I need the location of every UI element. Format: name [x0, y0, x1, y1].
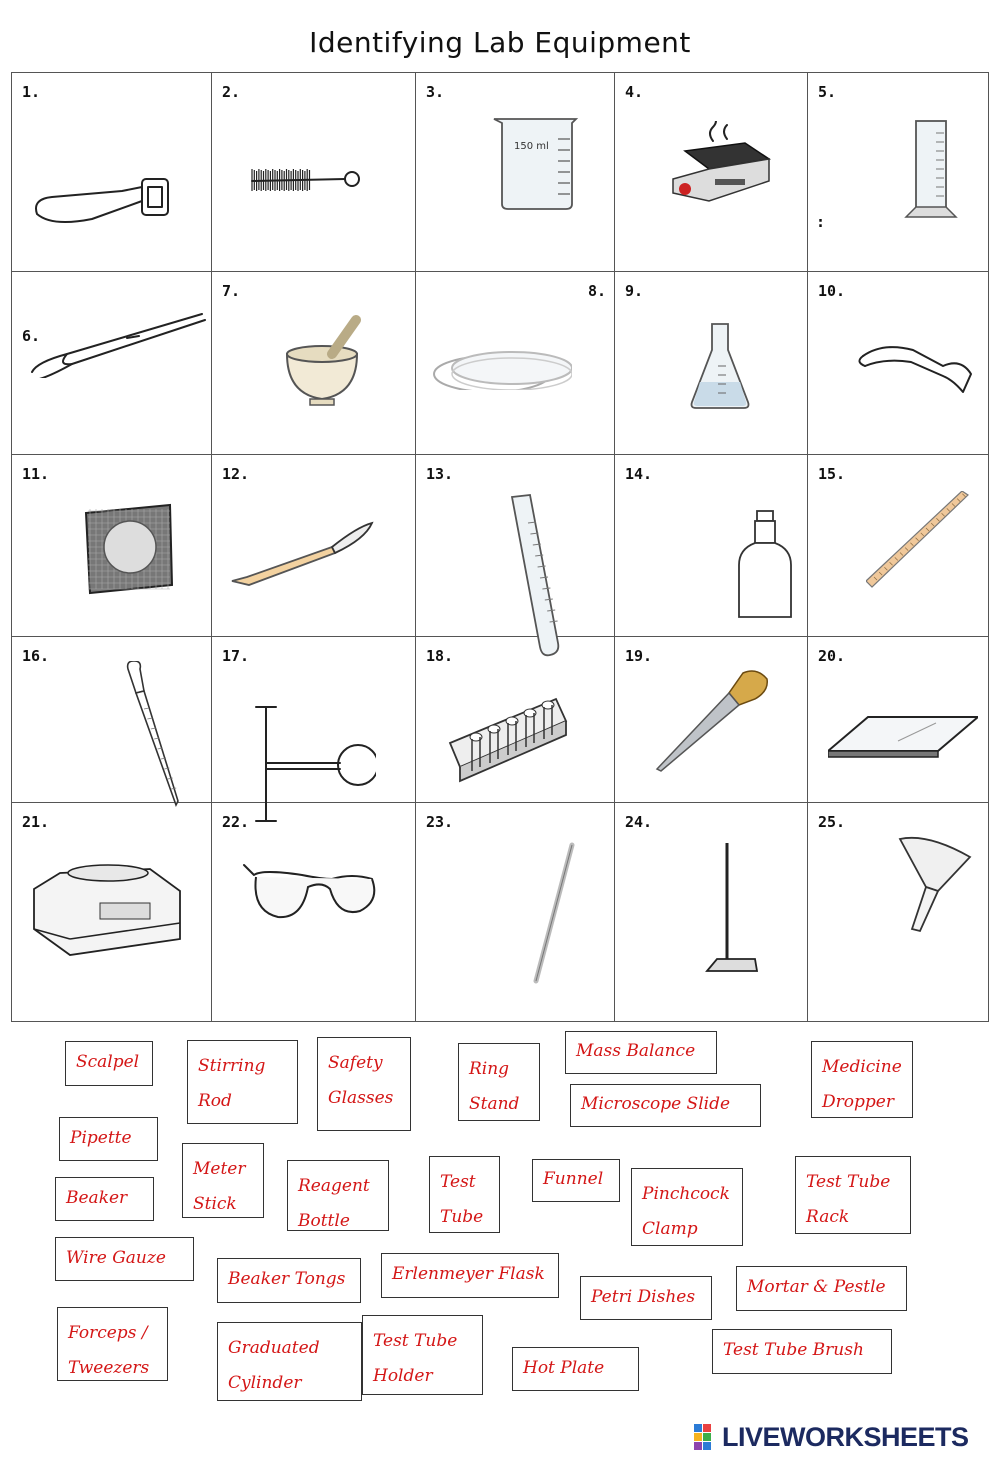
answer-label-text: Mass Balance — [576, 1041, 696, 1061]
item-number: 11. — [22, 465, 50, 483]
answer-label-text: Funnel — [543, 1169, 604, 1189]
answer-label[interactable] — [381, 1253, 559, 1298]
liveworksheets-logo-icon — [694, 1422, 994, 1456]
equipment-cell — [808, 455, 988, 637]
answer-label[interactable] — [565, 1031, 717, 1074]
item-number: 13. — [426, 465, 454, 483]
answer-label-text: Glasses — [328, 1088, 394, 1108]
equipment-cell — [416, 803, 615, 1021]
equipment-cell — [212, 803, 416, 1021]
answer-label-text: Mortar & Pestle — [747, 1277, 886, 1297]
answer-label[interactable] — [631, 1168, 743, 1246]
equipment-cell — [808, 272, 988, 455]
scalpel-icon — [227, 519, 377, 595]
equipment-cell — [615, 803, 808, 1021]
beaker-tongs-icon — [853, 336, 978, 410]
equipment-cell — [212, 637, 416, 803]
answer-label[interactable] — [65, 1041, 153, 1086]
dropper-icon — [655, 667, 775, 779]
answer-label[interactable] — [182, 1143, 264, 1218]
petri-dish-icon — [432, 330, 572, 394]
answer-label-text: Scalpel — [76, 1052, 140, 1072]
equipment-cell — [212, 272, 416, 455]
answer-label-text: Cylinder — [228, 1373, 302, 1393]
equipment-cell — [416, 73, 615, 272]
equipment-cell — [615, 73, 808, 272]
equipment-cell — [416, 272, 615, 455]
answer-label-text: Forceps / — [68, 1323, 148, 1343]
answer-label-text: Meter — [193, 1159, 246, 1179]
item-number: 18. — [426, 647, 454, 665]
answer-label[interactable] — [512, 1347, 639, 1391]
answer-label-text: Ring — [469, 1059, 510, 1079]
equipment-cell — [416, 455, 615, 637]
item-number: 15. — [818, 465, 846, 483]
logo-text: LIVEWORKSHEETS — [722, 1422, 969, 1452]
answer-label[interactable] — [570, 1084, 761, 1127]
answer-label[interactable] — [55, 1177, 154, 1221]
item-number: 20. — [818, 647, 846, 665]
safety-glasses-icon — [242, 861, 377, 927]
pipette-icon — [122, 661, 182, 813]
test-tube-brush-icon — [240, 139, 365, 203]
item-number: 12. — [222, 465, 250, 483]
equipment-cell — [615, 455, 808, 637]
answer-label-text: Clamp — [642, 1219, 698, 1239]
equipment-cell — [12, 73, 212, 272]
mass-balance-icon — [30, 859, 185, 963]
cell-mark: : — [816, 213, 826, 231]
answer-label[interactable] — [59, 1117, 158, 1161]
answer-label[interactable] — [217, 1258, 361, 1303]
equipment-cell — [12, 803, 212, 1021]
item-number: 8. — [588, 282, 607, 300]
item-number: 10. — [818, 282, 846, 300]
equipment-cell — [808, 73, 988, 272]
answer-label-text: Holder — [373, 1366, 433, 1386]
hot-plate-icon — [665, 121, 775, 215]
answer-label[interactable] — [57, 1307, 168, 1381]
answer-label[interactable] — [217, 1322, 362, 1401]
answer-label-text: Rod — [198, 1091, 232, 1111]
answer-label-text: Test Tube — [373, 1331, 458, 1351]
answer-label[interactable] — [736, 1266, 907, 1311]
answer-label-text: Stand — [469, 1094, 520, 1114]
wire-gauze-icon — [82, 503, 174, 599]
equipment-cell — [212, 455, 416, 637]
item-number: 6. — [22, 327, 41, 345]
answer-label-text: Stick — [193, 1194, 237, 1214]
item-number: 19. — [625, 647, 653, 665]
answer-label[interactable] — [795, 1156, 911, 1234]
equipment-grid — [11, 72, 989, 1022]
item-number: 5. — [818, 83, 837, 101]
answer-label[interactable] — [187, 1040, 298, 1124]
answer-label-text: Stirring — [198, 1056, 266, 1076]
item-number: 21. — [22, 813, 50, 831]
answer-label-text: Petri Dishes — [591, 1287, 696, 1307]
erlenmeyer-flask-icon — [690, 320, 750, 416]
meter-stick-icon — [866, 491, 971, 593]
item-number: 24. — [625, 813, 653, 831]
answer-label-text: Microscope Slide — [581, 1094, 731, 1114]
equipment-cell — [12, 272, 212, 455]
item-number: 7. — [222, 282, 241, 300]
item-number: 3. — [426, 83, 445, 101]
answer-label[interactable] — [811, 1041, 913, 1118]
equipment-cell — [808, 637, 988, 803]
answer-label-text: Tweezers — [68, 1358, 150, 1378]
equipment-cell — [12, 637, 212, 803]
item-number: 23. — [426, 813, 454, 831]
page-title: Identifying Lab Equipment — [309, 26, 691, 59]
equipment-cell — [416, 637, 615, 803]
equipment-cell — [808, 803, 988, 1021]
answer-label-text: Wire Gauze — [66, 1248, 166, 1268]
item-number: 2. — [222, 83, 241, 101]
ring-stand-icon — [705, 841, 759, 979]
answer-label[interactable] — [287, 1160, 389, 1231]
answer-label-text: Beaker Tongs — [228, 1269, 346, 1289]
answer-label[interactable] — [429, 1156, 500, 1233]
item-number: 4. — [625, 83, 644, 101]
beaker-icon — [484, 109, 584, 223]
funnel-icon — [898, 835, 978, 937]
answer-label[interactable] — [55, 1237, 194, 1281]
answer-label-text: Rack — [806, 1207, 850, 1227]
answer-label[interactable] — [532, 1159, 620, 1202]
item-number: 14. — [625, 465, 653, 483]
item-number: 17. — [222, 647, 250, 665]
item-number: 9. — [625, 282, 644, 300]
answer-label-text: Erlenmeyer Flask — [392, 1264, 545, 1284]
answer-label-text: Pipette — [70, 1128, 132, 1148]
crucible-tongs-icon — [32, 139, 172, 243]
answer-label[interactable] — [362, 1315, 483, 1395]
answer-label-text: Medicine — [822, 1057, 902, 1077]
answer-label-text: Beaker — [66, 1188, 128, 1208]
svg-text:150 ml: 150 ml — [514, 141, 549, 152]
item-number: 16. — [22, 647, 50, 665]
item-number: 22. — [222, 813, 250, 831]
mortar-pestle-icon — [282, 314, 362, 413]
graduated-cylinder-icon — [898, 117, 964, 225]
equipment-cell — [615, 637, 808, 803]
answer-label-text: Reagent — [298, 1176, 370, 1196]
answer-label-text: Test Tube Brush — [723, 1340, 864, 1360]
answer-label-text: Graduated — [228, 1338, 320, 1358]
answer-label-text: Pinchcock — [642, 1184, 730, 1204]
stirring-rod-icon — [526, 841, 576, 991]
answer-label[interactable] — [458, 1043, 540, 1121]
forceps-icon — [27, 302, 207, 382]
answer-label[interactable] — [580, 1276, 712, 1320]
answer-label-text: Dropper — [822, 1092, 894, 1112]
test-tube-rack-icon — [448, 693, 570, 789]
answer-label[interactable] — [317, 1037, 411, 1131]
answer-label-text: Bottle — [298, 1211, 350, 1231]
answer-label-text: Test — [440, 1172, 476, 1192]
equipment-cell — [12, 455, 212, 637]
item-number: 25. — [818, 813, 846, 831]
equipment-cell — [212, 73, 416, 272]
reagent-bottle-icon — [735, 509, 795, 625]
answer-label-text: Tube — [440, 1207, 484, 1227]
answer-label-text: Hot Plate — [523, 1358, 605, 1378]
answer-label-text: Test Tube — [806, 1172, 891, 1192]
answer-label-text: Safety — [328, 1053, 383, 1073]
equipment-cell — [615, 272, 808, 455]
answer-label[interactable] — [712, 1329, 892, 1374]
item-number: 1. — [22, 83, 41, 101]
microscope-slide-icon — [828, 711, 978, 763]
